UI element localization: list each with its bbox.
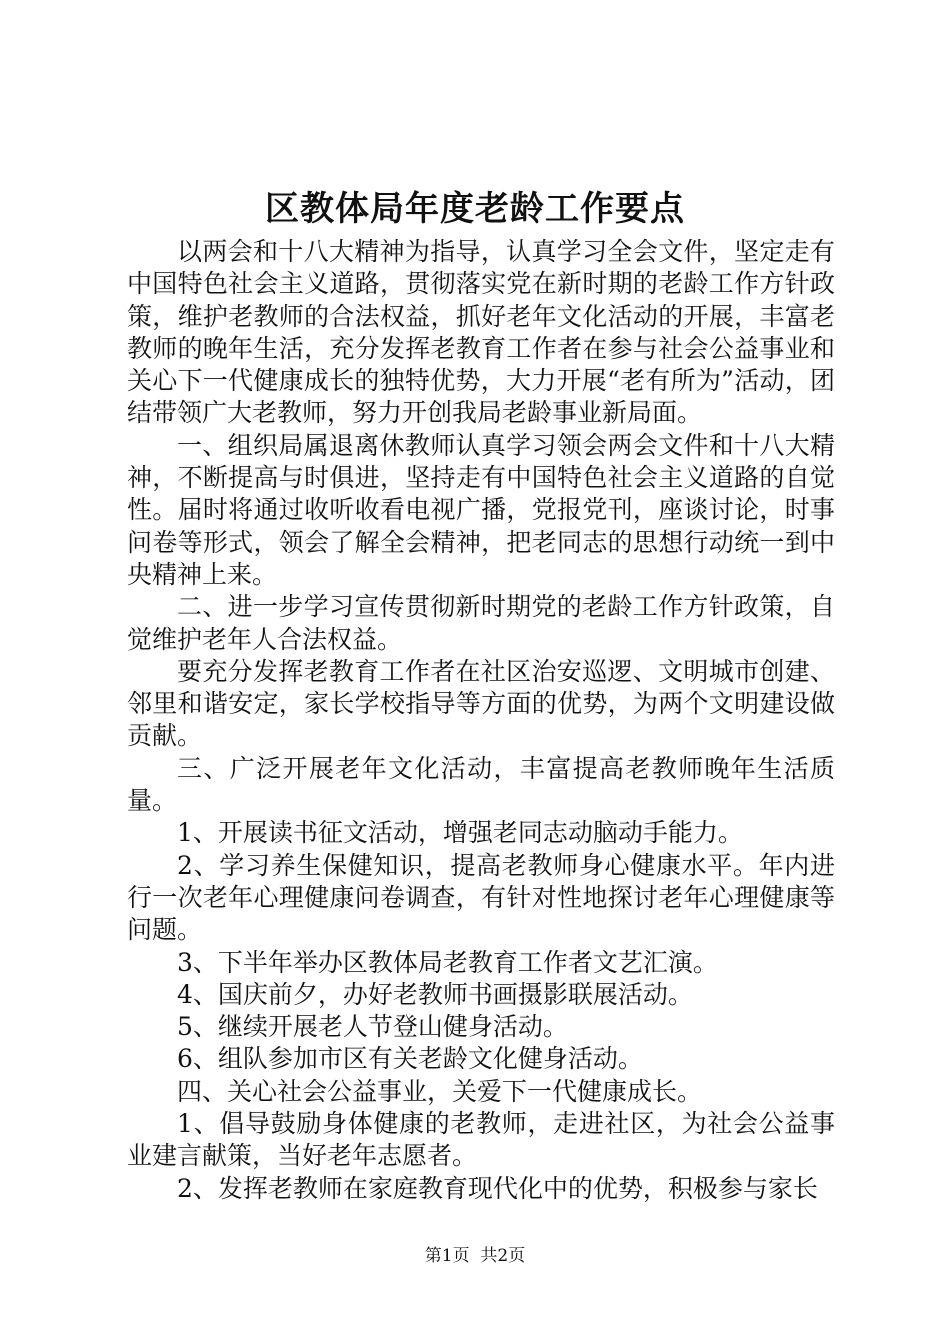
paragraph: 要充分发挥老教育工作者在社区治安巡逻、文明城市创建、邻里和谐安定，家长学校指导等方面的优势，为两个文明建设做贡献。 bbox=[127, 656, 835, 751]
paragraph: 4、国庆前夕，办好老教师书画摄影联展活动。 bbox=[177, 979, 693, 1009]
paragraph: 以两会和十八大精神为指导，认真学习全会文件，坚定走有中国特色社会主义道路，贯彻落实党在新时期的老龄工作方针政策，维护老教师的合法权益，抓好老年文化活动的开展，丰富老教师的晚年生活，充分发挥老教育工作者在参与社会公益事业和关心下一代健康成长的独特优势，大力开展“老有所为”活动，团结带领广大老教师，努力开创我局老龄事业新局面。 bbox=[127, 237, 835, 428]
paragraph: 一、组织局属退离休教师认真学习领会两会文件和十八大精神，不断提高与时俱进，坚持走有中国特色社会主义道路的自觉性。届时将通过收听收看电视广播，党报党刊，座谈讨论，时事问卷等形式，领会了解全会精神，把老同志的思想行动统一到中央精神上来。 bbox=[127, 430, 835, 589]
paragraph: 2、发挥老教师在家庭教育现代化中的优势，积极参与家长 bbox=[177, 1173, 818, 1203]
page-footer bbox=[0, 1244, 950, 1268]
paragraph: 三、广泛开展老年文化活动，丰富提高老教师晚年生活质量。 bbox=[127, 753, 835, 816]
page-number-total: 共2页 bbox=[480, 1246, 526, 1266]
paragraph: 2、学习养生保健知识，提高老教师身心健康水平。年内进行一次老年心理健康问卷调查，有针对性地探讨老年心理健康等问题。 bbox=[127, 850, 835, 945]
document-body bbox=[127, 236, 835, 1205]
page-number-current: 第1页 bbox=[424, 1246, 470, 1266]
paragraph: 1、倡导鼓励身体健康的老教师，走进社区，为社会公益事业建言献策，当好老年志愿者。 bbox=[127, 1109, 835, 1171]
paragraph: 1、开展读书征文活动，增强老同志动脑动手能力。 bbox=[177, 818, 743, 848]
footer-spacer bbox=[470, 1246, 481, 1266]
paragraph: 二、进一步学习宣传贯彻新时期党的老龄工作方针政策，自觉维护老年人合法权益。 bbox=[127, 592, 835, 654]
document-title: 区教体局年度老龄工作要点 bbox=[265, 189, 685, 229]
paragraph: 5、继续开展老人节登山健身活动。 bbox=[177, 1012, 568, 1042]
paragraph: 3、下半年举办区教体局老教育工作者文艺汇演。 bbox=[177, 947, 718, 977]
paragraph: 6、组队参加市区有关老龄文化健身活动。 bbox=[177, 1044, 643, 1074]
paragraph: 四、关心社会公益事业，关爱下一代健康成长。 bbox=[177, 1076, 703, 1106]
